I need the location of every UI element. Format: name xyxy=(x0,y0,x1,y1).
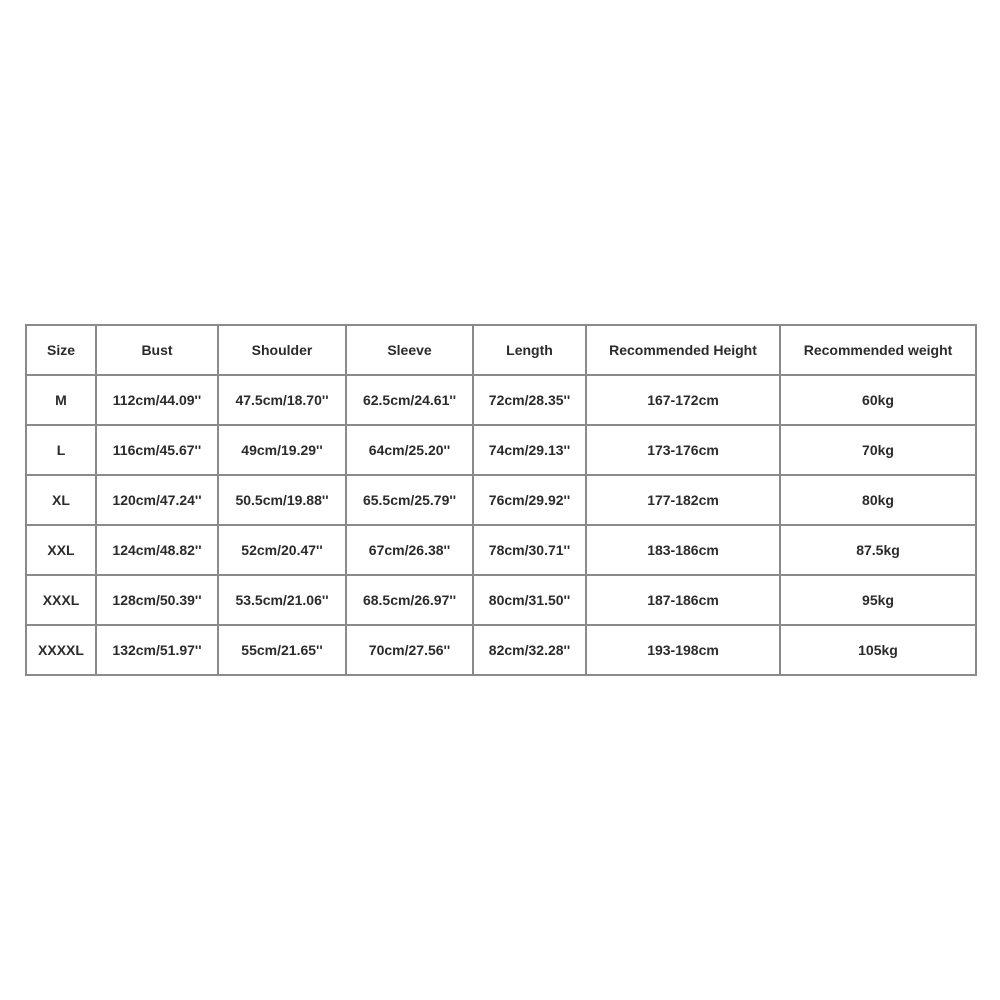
sleeve-cell: 67cm/26.38'' xyxy=(346,525,473,575)
length-cell: 82cm/32.28'' xyxy=(473,625,586,675)
header-recommended-weight: Recommended weight xyxy=(780,325,976,375)
table-row xyxy=(26,425,976,475)
bust-cell: 132cm/51.97'' xyxy=(96,625,218,675)
recommended-weight-cell: 60kg xyxy=(780,375,976,425)
table-row xyxy=(26,575,976,625)
shoulder-cell: 47.5cm/18.70'' xyxy=(218,375,346,425)
header-size: Size xyxy=(26,325,96,375)
bust-cell: 112cm/44.09'' xyxy=(96,375,218,425)
recommended-height-cell: 183-186cm xyxy=(586,525,780,575)
recommended-height-cell: 173-176cm xyxy=(586,425,780,475)
sleeve-cell: 65.5cm/25.79'' xyxy=(346,475,473,525)
table-row xyxy=(26,625,976,675)
recommended-weight-cell: 87.5kg xyxy=(780,525,976,575)
size-cell: XL xyxy=(26,475,96,525)
recommended-height-cell: 193-198cm xyxy=(586,625,780,675)
recommended-weight-cell: 70kg xyxy=(780,425,976,475)
length-cell: 72cm/28.35'' xyxy=(473,375,586,425)
table-row xyxy=(26,525,976,575)
size-cell: XXL xyxy=(26,525,96,575)
size-cell: XXXL xyxy=(26,575,96,625)
recommended-weight-cell: 95kg xyxy=(780,575,976,625)
bust-cell: 124cm/48.82'' xyxy=(96,525,218,575)
size-chart-table xyxy=(25,324,977,676)
size-cell: L xyxy=(26,425,96,475)
header-sleeve: Sleeve xyxy=(346,325,473,375)
header-shoulder: Shoulder xyxy=(218,325,346,375)
sleeve-cell: 64cm/25.20'' xyxy=(346,425,473,475)
sleeve-cell: 68.5cm/26.97'' xyxy=(346,575,473,625)
shoulder-cell: 50.5cm/19.88'' xyxy=(218,475,346,525)
length-cell: 80cm/31.50'' xyxy=(473,575,586,625)
recommended-height-cell: 187-186cm xyxy=(586,575,780,625)
shoulder-cell: 52cm/20.47'' xyxy=(218,525,346,575)
recommended-weight-cell: 105kg xyxy=(780,625,976,675)
bust-cell: 128cm/50.39'' xyxy=(96,575,218,625)
recommended-weight-cell: 80kg xyxy=(780,475,976,525)
bust-cell: 116cm/45.67'' xyxy=(96,425,218,475)
table-row xyxy=(26,375,976,425)
sleeve-cell: 62.5cm/24.61'' xyxy=(346,375,473,425)
recommended-height-cell: 167-172cm xyxy=(586,375,780,425)
size-cell: M xyxy=(26,375,96,425)
header-recommended-height: Recommended Height xyxy=(586,325,780,375)
table-row xyxy=(26,475,976,525)
shoulder-cell: 55cm/21.65'' xyxy=(218,625,346,675)
length-cell: 78cm/30.71'' xyxy=(473,525,586,575)
length-cell: 74cm/29.13'' xyxy=(473,425,586,475)
header-bust: Bust xyxy=(96,325,218,375)
sleeve-cell: 70cm/27.56'' xyxy=(346,625,473,675)
shoulder-cell: 53.5cm/21.06'' xyxy=(218,575,346,625)
header-length: Length xyxy=(473,325,586,375)
bust-cell: 120cm/47.24'' xyxy=(96,475,218,525)
header-row xyxy=(26,325,976,375)
shoulder-cell: 49cm/19.29'' xyxy=(218,425,346,475)
recommended-height-cell: 177-182cm xyxy=(586,475,780,525)
size-cell: XXXXL xyxy=(26,625,96,675)
length-cell: 76cm/29.92'' xyxy=(473,475,586,525)
